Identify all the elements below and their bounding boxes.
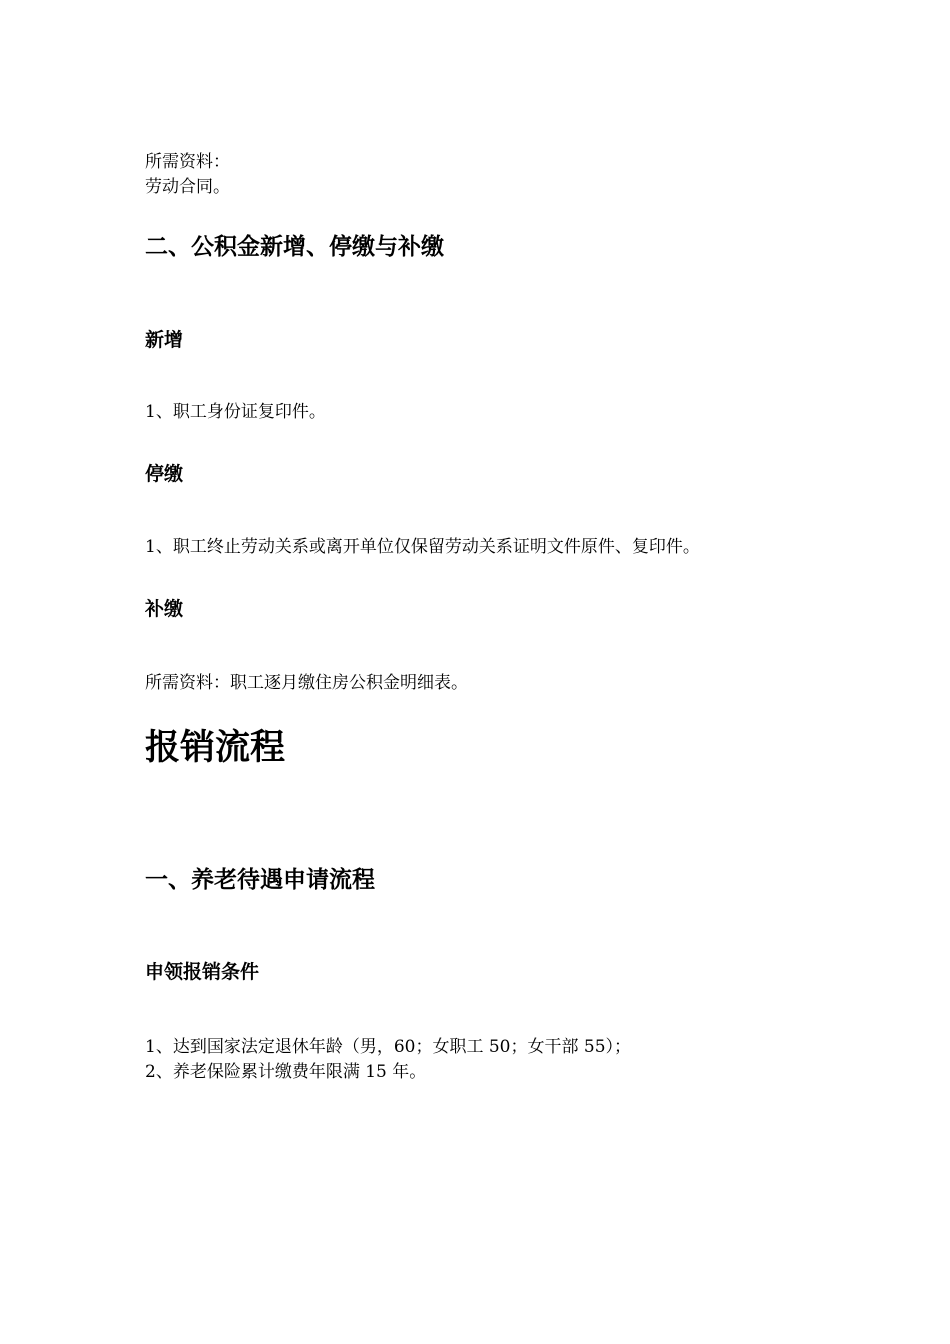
materials-label: 所需资料： bbox=[145, 152, 230, 172]
add-item-1: 1、职工身份证复印件。 bbox=[145, 402, 326, 422]
stop-subheading: 停缴 bbox=[145, 463, 184, 485]
supplement-subheading: 补缴 bbox=[145, 598, 184, 620]
add-subheading: 新增 bbox=[145, 329, 184, 351]
fund-section-heading: 二、公积金新增、停缴与补缴 bbox=[145, 234, 444, 260]
materials-contract: 劳动合同。 bbox=[145, 177, 230, 197]
condition-2: 2、养老保险累计缴费年限满 15 年。 bbox=[145, 1062, 427, 1082]
conditions-subheading: 申领报销条件 bbox=[145, 961, 260, 983]
condition-1: 1、达到国家法定退休年龄（男，60；女职工 50；女干部 55）； bbox=[145, 1037, 632, 1057]
stop-item-1: 1、职工终止劳动关系或离开单位仅保留劳动关系证明文件原件、复印件。 bbox=[145, 537, 700, 557]
pension-section-heading: 一、养老待遇申请流程 bbox=[145, 867, 375, 893]
supplement-text: 所需资料：职工逐月缴住房公积金明细表。 bbox=[145, 673, 468, 693]
reimburse-title: 报销流程 bbox=[145, 728, 286, 768]
